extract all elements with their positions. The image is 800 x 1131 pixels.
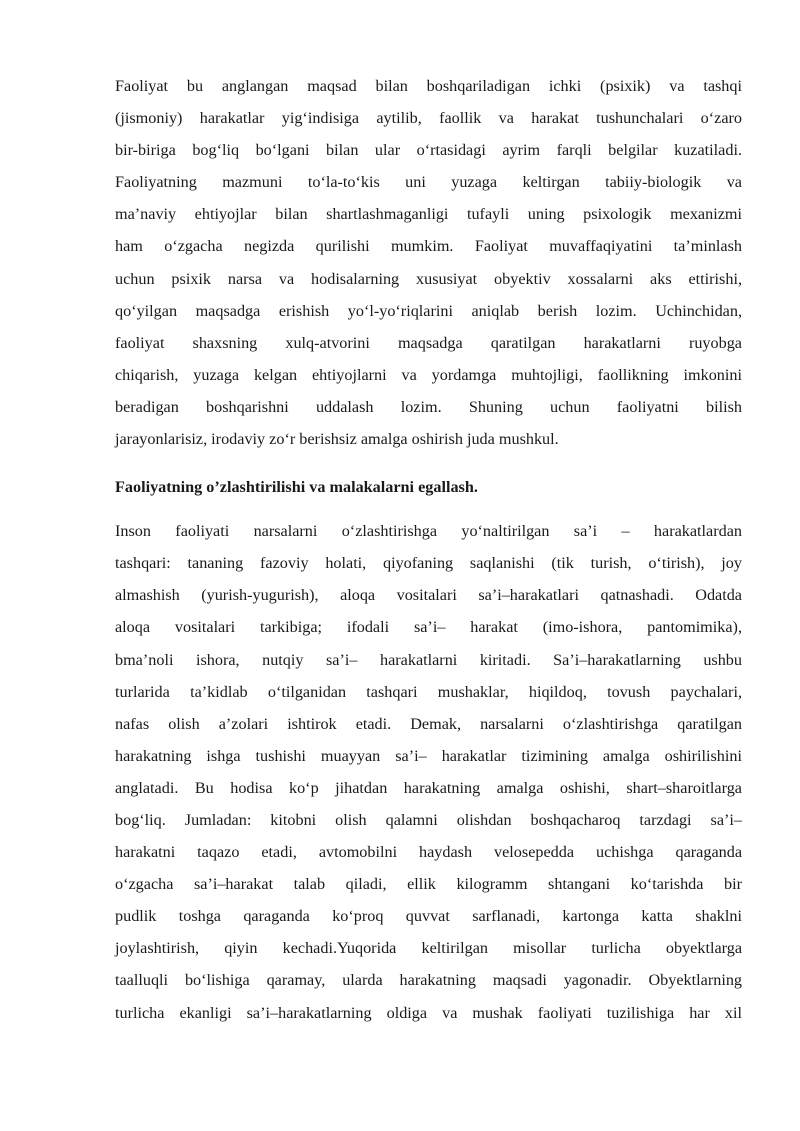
text-line: tashqari: tananing fazoviy holati, qiyofaning saqlanishi (tik turish, o‘tirish), joy [115,554,742,573]
text-line: ham o‘zgacha negizda qurilishi mumkim. Faoliyat muvaffaqiyatini ta’minlash [115,237,742,256]
text-line: nafas olish a’zolari ishtirok etadi. Demak, narsalarni o‘zlashtirishga qaratilgan [115,714,742,733]
paragraph-intro [115,70,742,455]
text-line: taalluqli bo‘lishiga qaramay, ularda harakatning maqsadi yagonadir. Obyektlarning [115,971,742,990]
document-page [115,70,742,1029]
text-line: turlicha ekanligi sa’i–harakatlarning oldiga va mushak faoliyati tuzilishiga har xil [115,1003,742,1022]
text-line: o‘zgacha sa’i–harakat talab qiladi, ellik kilogramm shtangani ko‘tarishda bir [115,875,742,894]
text-line: bog‘liq. Jumladan: kitobni olish qalamni olishdan boshqacharoq tarzdagi sa’i– [115,810,742,829]
text-line: joylashtirish, qiyin kechadi.Yuqorida keltirilgan misollar turlicha obyektlarga [115,939,742,958]
text-line: pudlik toshga qaraganda ko‘proq quvvat sarflanadi, kartonga katta shaklni [115,907,742,926]
text-line: almashish (yurish-yugurish), aloqa vositalari sa’i–harakatlari qatnashadi. Odatda [115,586,742,605]
text-line: jarayonlarisiz, irodaviy zo‘r berishsiz amalga oshirish juda mushkul. [115,430,559,449]
paragraph-body [115,515,742,1029]
section-heading: Faoliyatning o’zlashtirilishi va malakalarni egallash. [115,478,478,497]
text-line: turlarida ta’kidlab o‘tilganidan tashqari mushaklar, hiqildoq, tovush paychalari, [115,682,742,701]
text-line: bma’noli ishora, nutqiy sa’i– harakatlarni kiritadi. Sa’i–harakatlarning ushbu [115,650,742,669]
text-line: Inson faoliyati narsalarni o‘zlashtirishga yo‘naltirilgan sa’i – harakatlardan [115,522,742,541]
text-line: harakatni taqazo etadi, avtomobilni haydash velosepedda uchishga qaraganda [115,843,742,862]
text-line: (jismoniy) harakatlar yig‘indisiga aytilib, faollik va harakat tushunchalari o‘zaro [115,109,742,128]
text-line: Faoliyat bu anglangan maqsad bilan boshqariladigan ichki (psixik) va tashqi [115,77,742,95]
text-line: chiqarish, yuzaga kelgan ehtiyojlarni va yordamga muhtojligi, faollikning imkonini [115,365,742,384]
text-line: Faoliyatning mazmuni to‘la-to‘kis uni yuzaga keltirgan tabiiy-biologik va [115,173,742,192]
text-line: faoliyat shaxsning xulq-atvorini maqsadga qaratilgan harakatlarni ruyobga [115,333,742,352]
text-line: bir-biriga bog‘liq bo‘lgani bilan ular o‘rtasidagi ayrim farqli belgilar kuzatiladi. [115,141,742,160]
text-line: anglatadi. Bu hodisa ko‘p jihatdan harakatning amalga oshishi, shart–sharoitlarga [115,778,742,797]
text-line: harakatning ishga tushishi muayyan sa’i– harakatlar tizimining amalga oshirilishini [115,746,742,765]
text-line: aloqa vositalari tarkibiga; ifodali sa’i– harakat (imo-ishora, pantomimika), [115,618,742,637]
text-line: qo‘yilgan maqsadga erishish yo‘l-yo‘riqlarini aniqlab berish lozim. Uchinchidan, [115,301,742,320]
text-line: uchun psixik narsa va hodisalarning xususiyat obyektiv xossalarni aks ettirishi, [115,269,742,288]
text-line: ma’naviy ehtiyojlar bilan shartlashmaganligi tufayli uning psixologik mexanizmi [115,205,742,224]
text-line: beradigan boshqarishni uddalash lozim. Shuning uchun faoliyatni bilish [115,397,742,416]
